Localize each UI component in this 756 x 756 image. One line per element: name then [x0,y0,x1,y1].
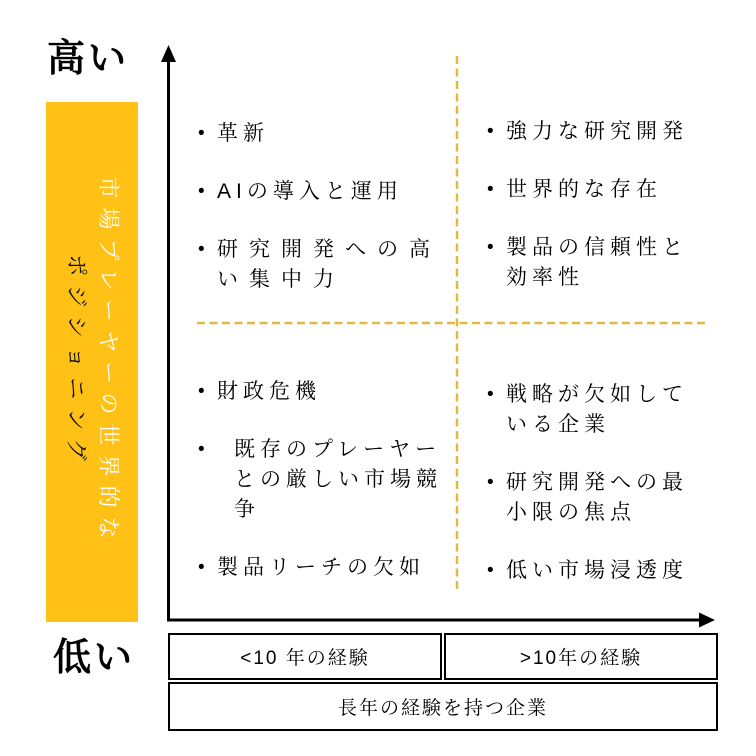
quadrant-top-left [196,119,452,295]
list-item [196,177,452,207]
y-axis-title-line2: ポジショニング [64,254,89,470]
list-item [485,468,731,528]
bullet-icon: • [198,439,205,460]
bullet-icon: • [198,381,205,402]
list-item [196,119,452,149]
bullet-icon: • [198,181,205,202]
list-item-text: 世界的な存在 [506,178,662,201]
quadrant-top-right [485,117,731,293]
list-item-text: 研究開発への最 [506,471,688,494]
list-item [485,380,731,440]
list-item [196,235,452,295]
list-item [485,175,731,205]
list-item-text: 効率性 [506,266,584,289]
quadrant-bottom-left [196,377,452,583]
list-item-text: 低い市場浸透度 [506,559,688,582]
list-item-text: 既存のプレーヤー [234,438,442,461]
x-axis-arrowhead-icon [699,613,715,628]
list-item-text: いる企業 [506,413,610,436]
list-item [196,553,452,583]
bullet-icon: • [487,179,494,200]
list-item-text: との厳しい市場競 [234,468,442,491]
list-item [196,435,452,525]
y-axis-arrowhead-icon [161,45,176,62]
bullet-icon: • [487,472,494,493]
list-item [485,233,731,293]
y-axis-low-label: 低い [53,637,136,679]
bullet-icon: • [487,560,494,581]
bullet-icon: • [487,384,494,405]
quadrant-bottom-right [485,380,731,586]
x-axis-box-less-than-10-years: <10 年の経験 [168,633,442,680]
bullet-icon: • [487,237,494,258]
list-item-text: 強力な研究開発 [506,120,688,143]
y-axis-high-label: 高い [47,38,130,80]
list-item [196,377,452,407]
list-item-text: 争 [234,498,260,521]
bullet-icon: • [487,121,494,142]
bullet-icon: • [198,557,205,578]
list-item-text: AIの導入と運用 [217,180,403,203]
list-item-text: 研究開発への高 [217,238,441,261]
list-item-text: 財政危機 [217,380,321,403]
list-item-text: 製品の信頼性と [506,236,688,259]
y-axis-title-line1: 市場プレーヤーの世界的な [96,176,121,548]
list-item-text: い集中力 [217,268,345,291]
list-item [485,117,731,147]
x-axis-title-box: 長年の経験を持つ企業 [168,682,718,731]
bullet-icon: • [198,123,205,144]
list-item-text: 小限の焦点 [506,501,636,524]
x-axis-box-more-than-10-years: >10年の経験 [444,633,718,680]
bullet-icon: • [198,239,205,260]
list-item-text: 革新 [217,122,269,145]
list-item-text: 製品リーチの欠如 [217,556,425,579]
list-item [485,556,731,586]
list-item-text: 戦略が欠如して [506,383,688,406]
